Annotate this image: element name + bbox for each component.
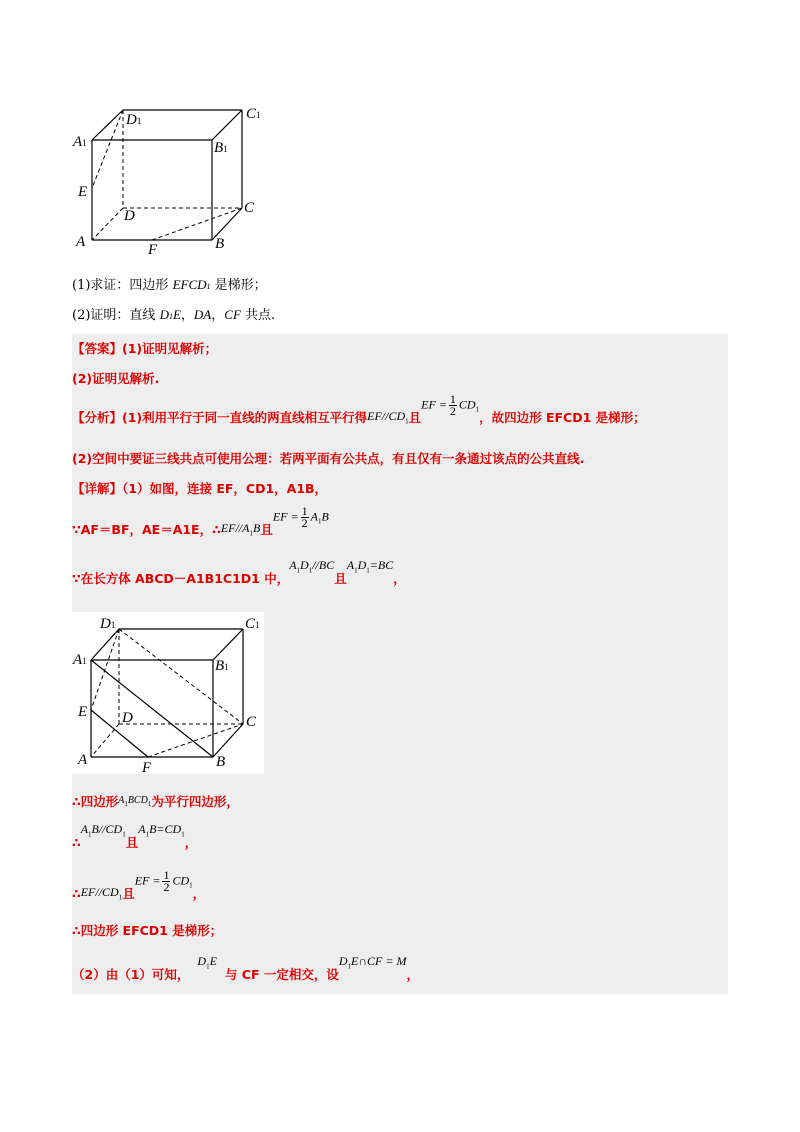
label2-e: E <box>78 704 88 720</box>
label2-f: F <box>142 760 152 774</box>
label-b1: B <box>214 140 224 156</box>
label-c: C <box>244 200 255 216</box>
svg-text:C1: C1 <box>245 616 260 632</box>
label-d1: D <box>126 112 137 128</box>
label-c1: C <box>246 106 257 122</box>
detail-line-7: （2）由（1）可知，$D_1E$与 CF 一定相交，设$D_1E\cap CF = M$， <box>72 954 419 983</box>
label-a1: A <box>73 134 83 150</box>
detail-line-5: $\therefore EF//CD_1$且EF = $\frac{1}{2}$ $CD_1$， <box>72 868 206 902</box>
detail-line-2: ∵在长方体 ABCD－A1B1C1D1 中，$A_1D_1//BC$且$A_1D_1=BC$， <box>72 558 406 587</box>
figure-cuboid-2 <box>72 612 264 774</box>
detail-line-6: ∴四边形 EFCD1 是梯形； <box>72 923 223 938</box>
analysis-line-2: (2)空间中要证三线共点可使用公理：若两平面有公共点，有且仅有一条通过该点的公共直线. <box>72 451 585 466</box>
label2-a1: A <box>73 652 83 668</box>
label2-c1: C <box>245 616 256 632</box>
analysis-line-1: 【分析】(1)利用平行于同一直线的两直线相互平行得$EF//CD_1$且EF = $\frac{1}{2}$ $CD_1$，故四边形 EFCD1 是梯形； <box>72 392 646 426</box>
detail-intro: 【详解】（1）如图，连接 EF，CD1，A1B， <box>72 481 328 496</box>
answer-line-2: (2)证明见解析. <box>72 371 160 386</box>
svg-text:B1: B1 <box>214 140 228 156</box>
label2-c: C <box>246 714 257 730</box>
question-2: (2)证明：直线 D1E，DA，CF 共点. <box>72 307 276 323</box>
label2-b1: B <box>215 658 225 674</box>
detail-line-3: ∴四边形$A_1BCD_1$为平行四边形， <box>72 794 239 809</box>
svg-text:C1: C1 <box>246 106 261 122</box>
svg-text:B1: B1 <box>215 658 229 674</box>
svg-text:D1: D1 <box>126 112 142 128</box>
svg-text:A1: A1 <box>73 134 87 150</box>
label-a: A <box>76 234 86 250</box>
svg-text:D1: D1 <box>100 616 116 632</box>
label-e: E <box>78 184 88 200</box>
svg-text:A1: A1 <box>73 652 87 668</box>
detail-line-1: ∵AF＝BF，AE＝A1E，$\therefore EF//A_1B$且EF = $\frac{1}{2}$ $A_1B$ <box>72 504 329 538</box>
label2-a: A <box>78 752 88 768</box>
label2-d: D <box>122 710 133 726</box>
label-b: B <box>215 236 225 252</box>
label-f: F <box>148 242 158 256</box>
detail-line-4: $\therefore A_1B//CD_1$且$A_1B=CD_1$， <box>72 822 198 851</box>
answer-line-1: 【答案】(1)证明见解析； <box>72 341 218 356</box>
label-d: D <box>124 208 135 224</box>
label2-b: B <box>216 754 226 770</box>
label2-d1: D <box>100 616 111 632</box>
question-1: (1)求证：四边形 EFCD1 是梯形； <box>72 277 267 293</box>
figure-cuboid-1 <box>70 96 290 256</box>
